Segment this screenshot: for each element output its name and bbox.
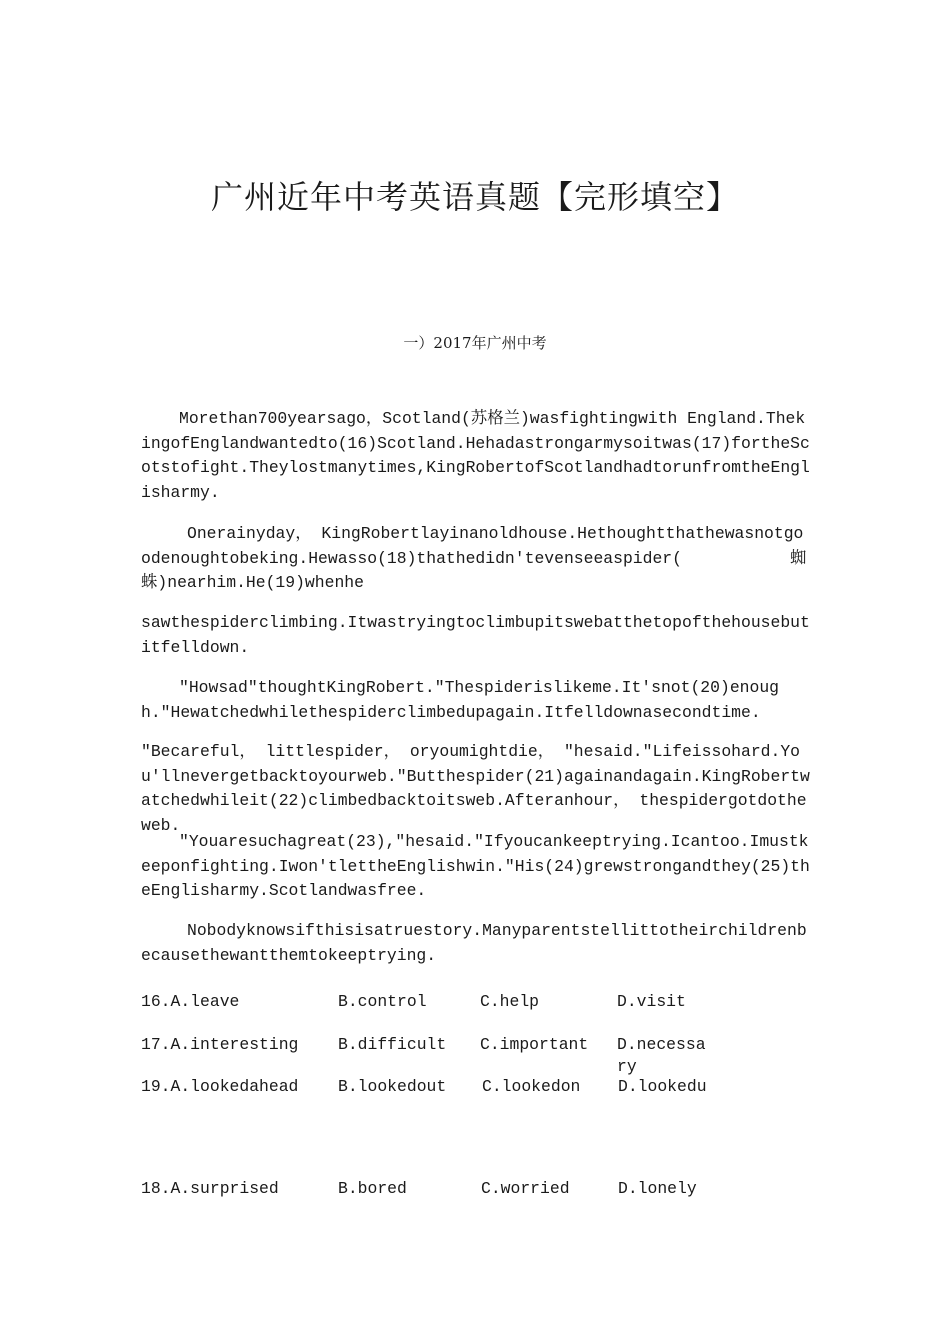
option-16-d: D.visit: [617, 992, 686, 1011]
passage-paragraph-7: [141, 919, 811, 968]
section-heading: 一）2017年广州中考: [403, 334, 547, 352]
option-17-a: 17.A.interesting: [141, 1035, 299, 1054]
option-19-b: B.lookedout: [338, 1077, 447, 1096]
paragraph-text: "Youaresuchagreat(23),"hesaid."Ifyoucankeeptrying.Icantoo.Imustkeeponfighting.Iwon'tlettheEnglishwin."His(24)grewstrongandthey(25)theEnglisharmy.Scotlandwasfree.: [141, 832, 810, 900]
option-16-b: B.control: [338, 992, 427, 1011]
page-title: 广州近年中考英语真题【完形填空】: [210, 178, 739, 216]
option-17-d: D.necessary: [617, 1035, 706, 1076]
paragraph-text: Nobodyknowsifthisisatruestory.Manyparentstellittotheirchildrenbecausethewantthemtokeeptrying.: [141, 921, 807, 965]
passage-paragraph-4: [141, 676, 811, 725]
option-18-b: B.bored: [338, 1179, 407, 1198]
passage-paragraph-1: [141, 407, 811, 505]
passage-paragraph-2: [141, 522, 811, 571]
paragraph-text: Onerainyday， KingRobertlayinanoldhouse.Hethoughtthathewasnotgoodenoughtobeking.Hewasso(18)thathedidn'tevenseeaspider(: [141, 524, 804, 568]
paragraph-line: [141, 522, 811, 571]
option-19-c: C.lookedon: [482, 1077, 581, 1096]
option-19-d: D.lookedu: [618, 1077, 707, 1096]
option-17-b: B.difficult: [338, 1035, 447, 1054]
option-16-a: 16.A.leave: [141, 992, 240, 1011]
option-17-c: C.important: [480, 1035, 589, 1054]
paragraph-text: "Howsad"thoughtKingRobert."Thespiderislikeme.It'snot(20)enough."Hewatchedwhilethespiderclimbedupagain.Itfelldownasecondtime.: [141, 678, 779, 722]
passage-paragraph-5: "Becareful， littlespider， oryoumightdie， "hesaid."Lifeissohard.You'llnevergetbacktoyourweb."Butthespider(21)againandagain.KingRobertwatchedwhileit(22)climbedbacktoitsweb.Afteranhour， thespidergotdotheweb.: [141, 742, 810, 835]
option-16-c: C.help: [480, 992, 540, 1011]
passage-paragraph-3: sawthespiderclimbing.Itwastryingtoclimbupitswebatthetopofthehousebutitfelldown.: [141, 613, 810, 657]
paragraph-text: Morethan700yearsago，Scotland(苏格兰)wasfightingwith England.ThekingofEnglandwantedto(16)Scotland.Hehadastrongarmysoitwas(17)fortheScotstofight.Theylostmanytimes,KingRobertofScotlandhadtorunfromtheEnglisharmy.: [141, 409, 810, 502]
option-19-a: 19.A.lookedahead: [141, 1077, 299, 1096]
passage-paragraph-2-continued: 蛛)nearhim.He(19)whenhe: [141, 573, 364, 592]
option-18-d: D.lonely: [618, 1179, 697, 1198]
paragraph-fragment: 蜘: [790, 549, 807, 568]
passage-paragraph-6: [141, 830, 811, 904]
option-18-a: 18.A.surprised: [141, 1179, 279, 1198]
option-18-c: C.worried: [481, 1179, 570, 1198]
